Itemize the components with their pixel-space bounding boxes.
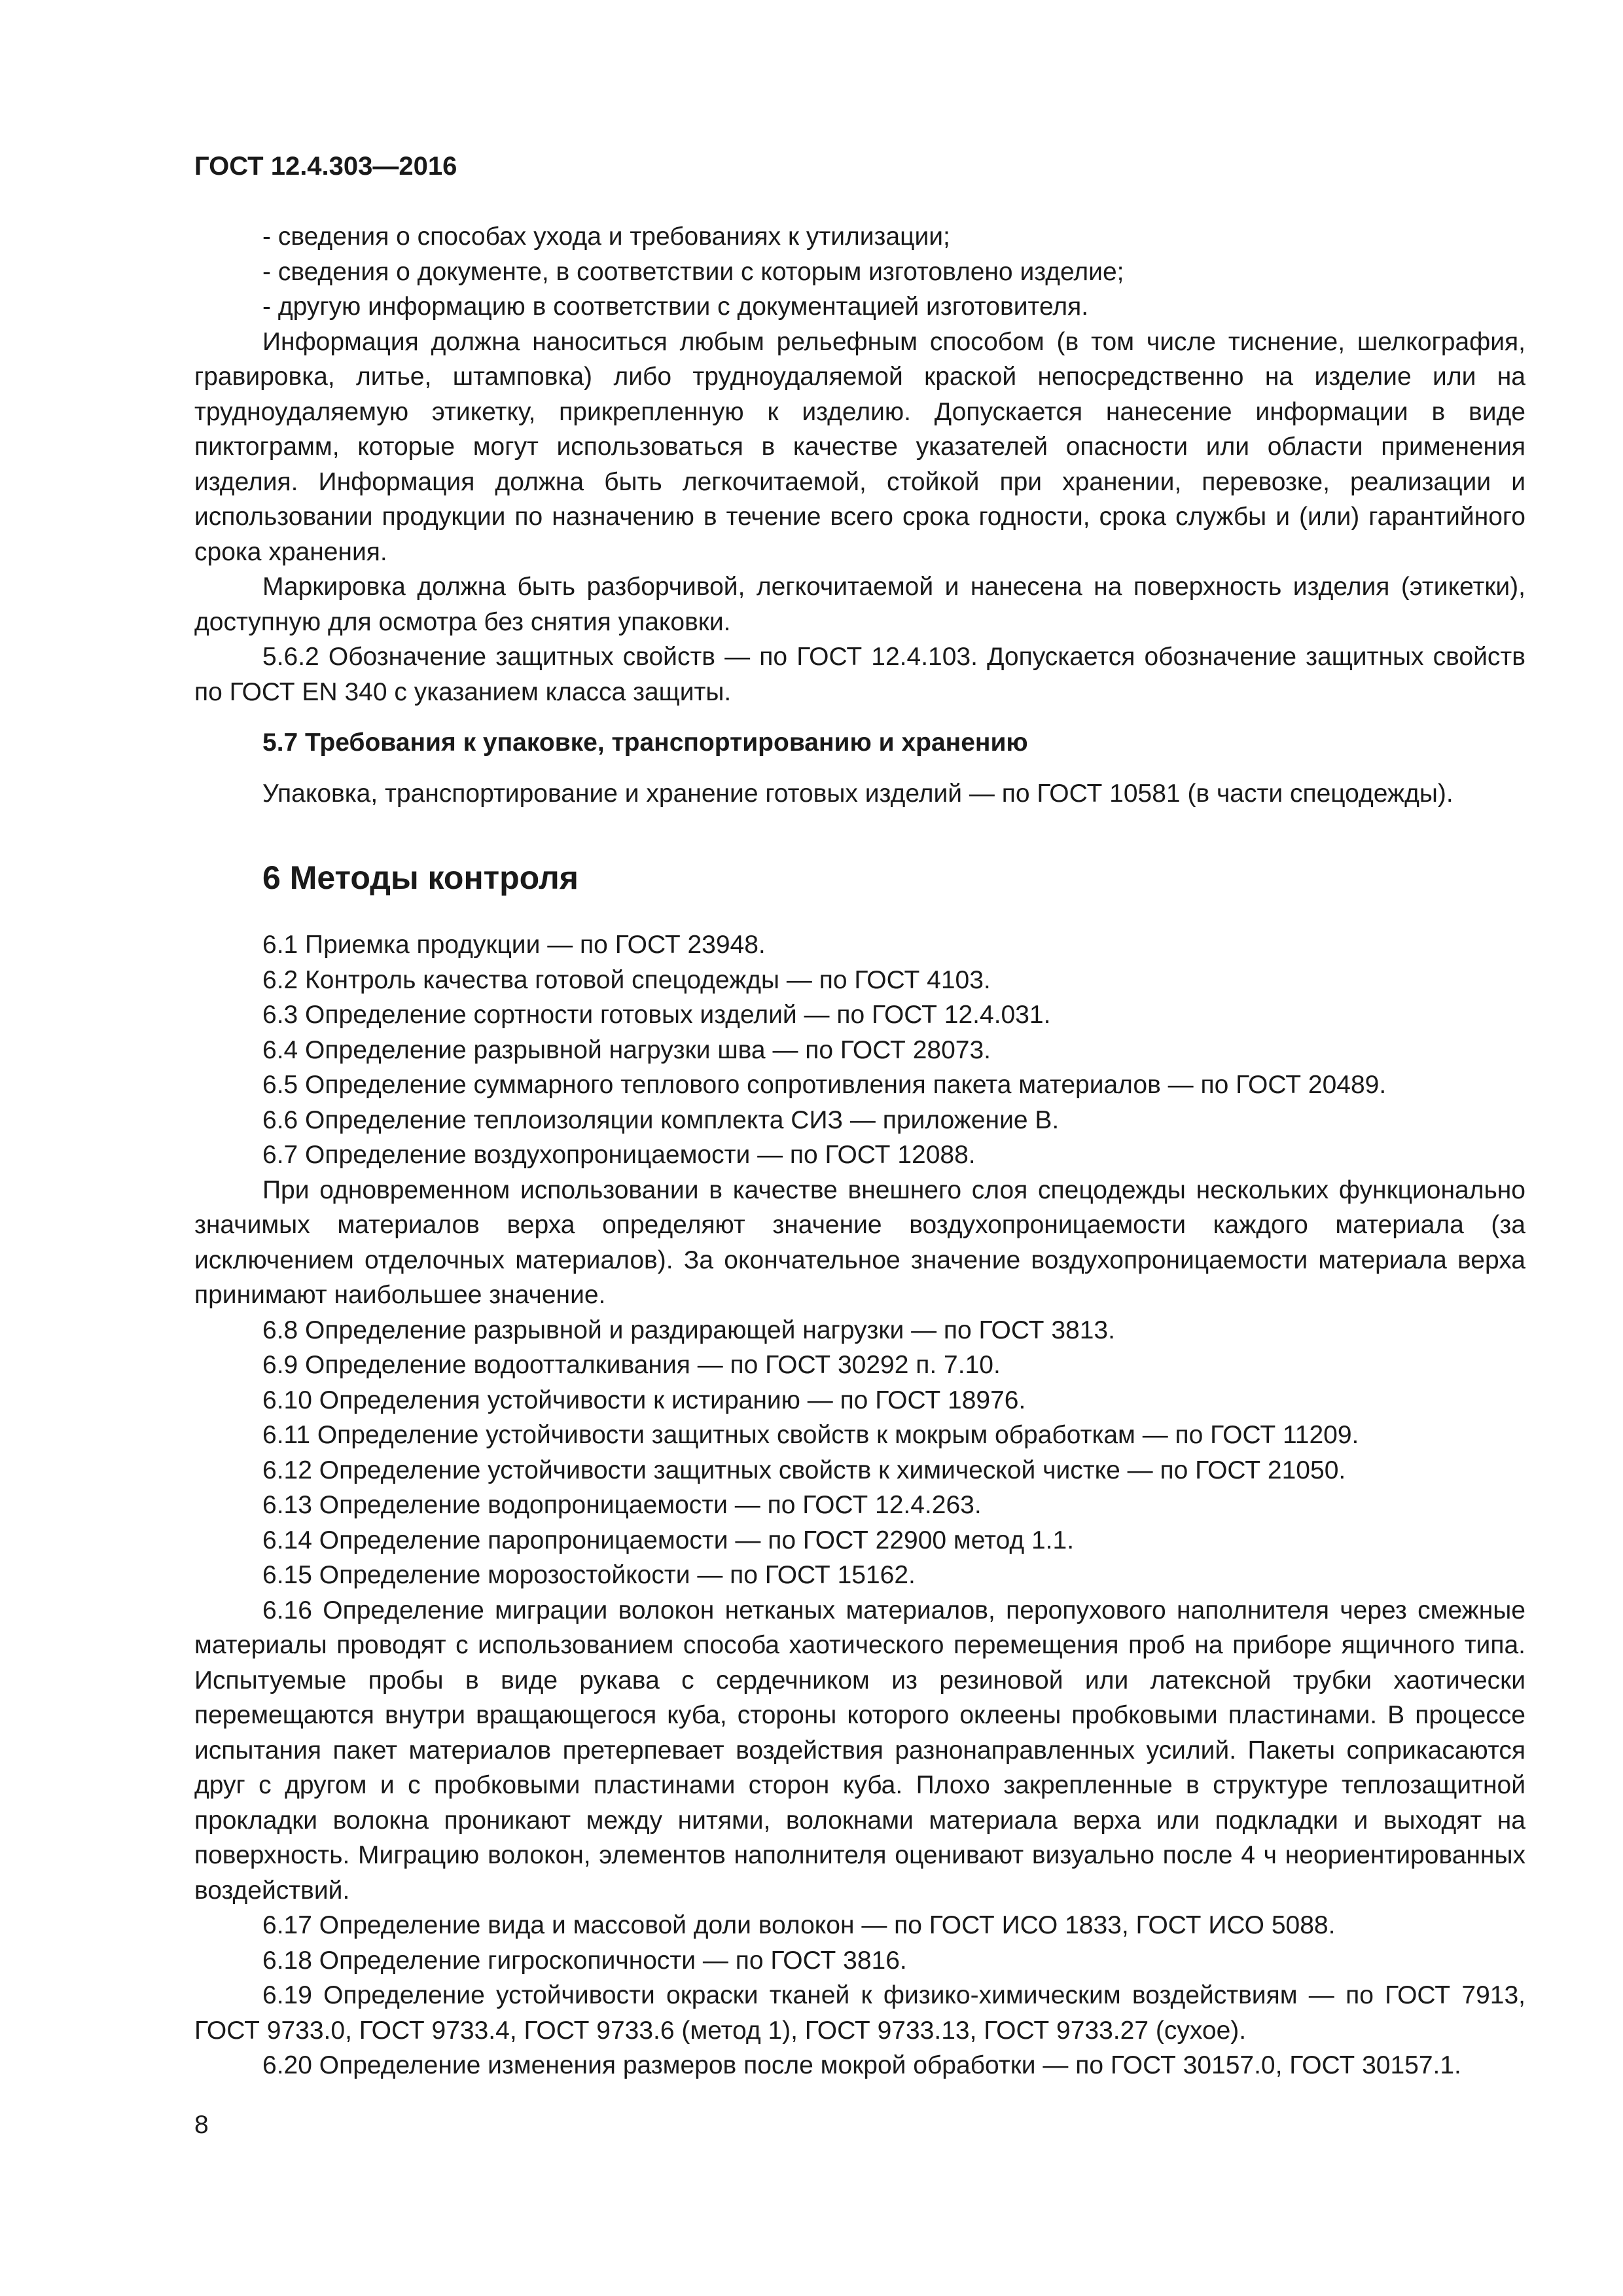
clause-6-3: 6.3 Определение сортности готовых изделий — по ГОСТ 12.4.031. <box>262 1001 1051 1029</box>
section-heading-5-7: 5.7 Требования к упаковке, транспортированию и хранению <box>262 728 1028 757</box>
paragraph-information-marking: Информация должна наноситься любым рельефным способом (в том числе тиснение, шелкография, гравировка, литье, штамповка) либо трудноудаляемой краской непосредственно на изделие или на трудноудаляемую этикетку, прикрепленную к изделию. Допускается нанесение информации в виде пиктограмм, которые могут использоваться в качестве указателей опасности или области применения изделия. Информация должна быть легкочитаемой, стойкой при хранении, перевозке, реализации и использовании продукции по назначению в течение всего срока годности, срока службы и (или) гарантийного срока хранения. <box>194 327 1525 566</box>
paragraph-packaging: Упаковка, транспортирование и хранение готовых изделий — по ГОСТ 10581 (в части спецодежды). <box>262 779 1454 808</box>
clause-6-19: 6.19 Определение устойчивости окраски тканей к физико-химическим воздействиям — по ГОСТ 7913, ГОСТ 9733.0, ГОСТ 9733.4, ГОСТ 9733.6 (метод 1), ГОСТ 9733.13, ГОСТ 9733.27 (сухое). <box>194 1981 1525 2045</box>
clause-6-11: 6.11 Определение устойчивости защитных свойств к мокрым обработкам — по ГОСТ 11209. <box>262 1421 1359 1449</box>
clause-6-5: 6.5 Определение суммарного теплового сопротивления пакета материалов — по ГОСТ 20489. <box>262 1071 1387 1099</box>
paragraph-air-permeability: При одновременном использовании в качестве внешнего слоя спецодежды нескольких функционально значимых материалов верха определяют значение воздухопроницаемости каждого материала (за исключением отделочных материалов). За окончательное значение воздухопроницаемости материала верха принимают наибольшее значение. <box>194 1175 1525 1309</box>
paragraph-marking-legibility: Маркировка должна быть разборчивой, легкочитаемой и нанесена на поверхность изделия (этикетки), доступную для осмотра без снятия упаковки. <box>194 573 1525 636</box>
clause-6-20: 6.20 Определение изменения размеров после мокрой обработки — по ГОСТ 30157.0, ГОСТ 30157.1. <box>262 2051 1461 2079</box>
paragraph-5-6-2: 5.6.2 Обозначение защитных свойств — по ГОСТ 12.4.103. Допускается обозначение защитных свойств по ГОСТ EN 340 с указанием класса защиты. <box>194 643 1525 706</box>
page-number: 8 <box>194 2111 209 2139</box>
section-heading-6: 6 Методы контроля <box>262 859 579 896</box>
clause-6-16: 6.16 Определение миграции волокон нетканых материалов, перопухового наполнителя через смежные материалы проводят с использованием способа хаотического перемещения проб на приборе ящичного типа. Испытуемые пробы в виде рукава с сердечником из резиновой или латексной трубки хаотически перемещаются внутри вращающегося куба, стороны которого оклеены пробковыми пластинами. В процессе испытания пакет материалов претерпевает воздействия разнонаправленных усилий. Пакеты соприкасаются друг с другом и с пробковыми пластинами сторон куба. Плохо закрепленные в структуре теплозащитной прокладки волокна проникают между нитями, волокнами материала верха или подкладки и выходят на поверхность. Миграцию волокон, элементов наполнителя оценивают визуально после 4 ч неориентированных воздействий. <box>194 1596 1525 1905</box>
clause-6-15: 6.15 Определение морозостойкости — по ГОСТ 15162. <box>262 1561 916 1589</box>
clause-6-12: 6.12 Определение устойчивости защитных свойств к химической чистке — по ГОСТ 21050. <box>262 1456 1346 1484</box>
clause-6-7: 6.7 Определение воздухопроницаемости — по ГОСТ 12088. <box>262 1141 976 1169</box>
clause-6-13: 6.13 Определение водопроницаемости — по ГОСТ 12.4.263. <box>262 1491 982 1519</box>
clause-6-10: 6.10 Определения устойчивости к истиранию — по ГОСТ 18976. <box>262 1386 1026 1414</box>
clause-6-1: 6.1 Приемка продукции — по ГОСТ 23948. <box>262 931 766 959</box>
clause-6-2: 6.2 Контроль качества готовой спецодежды — по ГОСТ 4103. <box>262 965 991 994</box>
clause-6-6: 6.6 Определение теплоизоляции комплекта СИЗ — приложение В. <box>262 1105 1060 1134</box>
standard-header: ГОСТ 12.4.303—2016 <box>194 152 457 181</box>
clause-6-17: 6.17 Определение вида и массовой доли волокон — по ГОСТ ИСО 1833, ГОСТ ИСО 5088. <box>262 1911 1336 1939</box>
list-item: - сведения о документе, в соответствии с которым изготовлено изделие; <box>262 257 1124 286</box>
list-item: - сведения о способах ухода и требованиях к утилизации; <box>262 223 950 251</box>
clause-6-18: 6.18 Определение гигроскопичности — по ГОСТ 3816. <box>262 1946 907 1975</box>
clause-6-14: 6.14 Определение паропроницаемости — по ГОСТ 22900 метод 1.1. <box>262 1526 1075 1554</box>
clause-6-8: 6.8 Определение разрывной и раздирающей нагрузки — по ГОСТ 3813. <box>262 1316 1115 1344</box>
document-page <box>194 0 1525 2296</box>
list-item: - другую информацию в соответствии с документацией изготовителя. <box>262 293 1089 321</box>
clause-6-9: 6.9 Определение водоотталкивания — по ГОСТ 30292 п. 7.10. <box>262 1351 1001 1379</box>
document-body <box>194 219 1525 2083</box>
clause-6-4: 6.4 Определение разрывной нагрузки шва — по ГОСТ 28073. <box>262 1035 991 1064</box>
